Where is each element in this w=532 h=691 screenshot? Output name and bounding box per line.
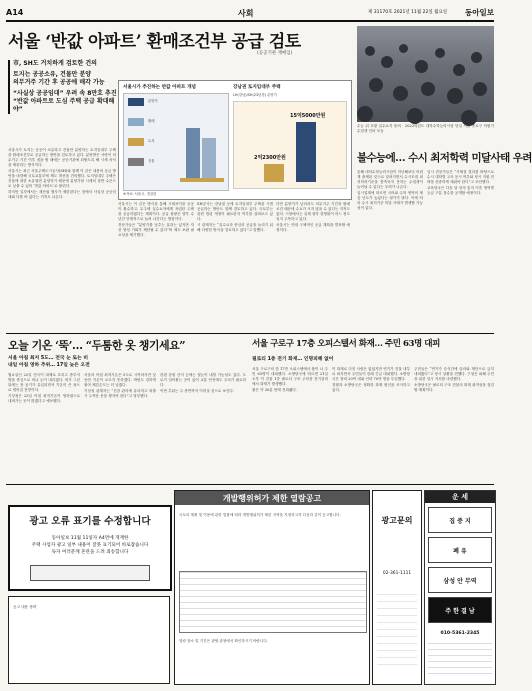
story1-body-col2: 서울시는 이 같은 방식을 통해 시세차익을 공공이 환수하고, 무주택 실수요자에게 저렴한 주택을 공급하겠다는 계획이다. 공급 물량은 향후 수년간 단계적으로 늘려 나간다는 방침이다. 전문가들은 “분양가를 낮추는 효과는 있지만 자산 형성 기회가 제한될 수 있다”며 제도 보완 필요성을 제기했다. xyxy=(118,202,194,237)
correction-ad-body xyxy=(16,535,164,556)
chart-left-label-4: 건물 xyxy=(148,159,155,163)
story1-headline: 서울 ‘반값 아파트’ 환매조건부 공급 검토 xyxy=(8,32,301,52)
notice-ad-footer: 열람 장소 및 기간은 관할 관청에서 확인하시기 바랍니다. xyxy=(179,638,268,643)
deck-line-3: “사실상 공공임대” 우려 속 8만호 추진 “반값 아파트로 도심 주택 공급 확대해야” xyxy=(13,90,117,113)
notice-ad xyxy=(174,490,370,685)
story1-body-col3: SH공사는 강남권 등에 토지임대부 주택을 시범 공급하는 방안도 함께 검토하고 있다. 국토부는 관련 법령 개정이 필요한지 여부를 살펴보고 있다. 시 관계자는 “실수요자 중심의 공급을 늘리기 위해 다양한 방식을 검토하고 있다”고 말했다. xyxy=(197,202,273,232)
chart-left-label-1: 분양가 xyxy=(148,99,158,103)
story2-body-col1: 올해 대학수학능력시험이 지난해보다 어렵게 출제된 것으로 알려지면서 수시모집 최저학력기준을 충족하지 못하는 수험생이 늘어날 수 있다는 우려가 나온다. 입시업계에 따르면 국어와 수학 영역의 체감 난도가 높았다는 평가가 많다. 이에 따라 수시 최저기준 미달 사태가 발생할 가능성이 있다. xyxy=(357,170,423,210)
classified-item-4: 주 한 결 남 xyxy=(428,597,492,623)
story4-headline: 서울 구로구 17층 오피스텔서 화재… 주민 63명 대피 xyxy=(252,339,440,349)
correction-line-1: 동아일보 11월 11일자 A4면에 게재한 xyxy=(51,536,129,541)
story2-body-col2: 입시 전문가들은 “가채점 결과를 바탕으로 수시 대학별 고사 응시 여부와 정시 지원 전략을 신중하게 세워야 한다”고 조언했다. 교육당국은 다음 달 성적 통지 이후 영역별 등급 구분 점수를 공개할 예정이다. xyxy=(427,170,495,195)
chart-swatch-4 xyxy=(128,158,144,166)
photo-caption: 수능 뒤 호황 실수요자 몰려 · 2022학년도 대학수학능력시험 당일 서울 종로구 학원가 수험생 인파 모습 xyxy=(357,124,494,133)
story4-deck: 필로티 1층 전기 화재… 인명피해 없어 xyxy=(252,357,334,362)
chart-swatch-2 xyxy=(128,118,144,126)
story3-body-col3: 한편 강원 산지 등에는 첫눈이 내릴 가능성도 있다. 도로가 얼어붙는 곳이 있어 교통 안전에도 주의가 필요하다. 이번 추위는 주 중반까지 이어질 것으로 보인다. xyxy=(160,373,246,393)
small-ad-block xyxy=(8,596,170,684)
story1-deck xyxy=(8,60,119,114)
ad-inquiry-title: 광고문의 xyxy=(381,515,413,525)
story4-body-col2: 이 화재로 다친 사람은 없었지만 연기가 건물 내부로 퍼지면서 주민들이 한때 긴급 대피했다. 소방당국은 장비 20여 대와 인력 70여 명을 투입했다. 경찰과 소방당국은 정확한 화재 원인을 조사하고 있다. xyxy=(332,367,410,392)
classified-item-3: 삼성 안 무역 xyxy=(428,567,492,593)
chart-swatch-1 xyxy=(128,98,144,106)
small-ad-text: 공고 내용 생략 xyxy=(13,604,37,609)
deck-line-2: 토지는 공공소유, 건물만 분양 의무거주 기간 후 공공에 매각 가능 xyxy=(13,71,105,86)
ad-divider xyxy=(6,484,494,485)
story1-body-col4: 다만 분양가가 낮더라도 의무거주 기간과 환매 조건 때문에 수요가 크지 않을 수 있다는 지적도 있다. 시장에서는 실제 청약 경쟁률이 어느 정도일지 주목하고 있다. 서울시는 연내 구체적인 공급 계획을 발표할 예정이다. xyxy=(276,202,350,232)
story1-infographic xyxy=(118,80,352,200)
chart-swatch-3 xyxy=(128,138,144,146)
chart-right-title: 강남권 토지임대부 주택 xyxy=(233,85,281,90)
ad-inquiry xyxy=(372,490,422,685)
classified-lines xyxy=(428,641,492,679)
correction-ad-title: 광고 오류 표기를 수정합니다 xyxy=(29,516,151,527)
chart-source: ※자료: 서울시, 경실련 xyxy=(123,192,157,197)
story3-headline: 오늘 기온 ‘뚝’… “두툼한 옷 챙기세요” xyxy=(8,339,186,352)
story1-body-col1: 서울시가 토지는 공공이 소유하고 건물만 분양하는 토지임대부 주택을 환매조건부로 공급하는 방안을 검토하고 있다. 분양받은 사람이 의무거주 기간 이후 집을 팔 때에는 공공기관에 되팔도록 해 시세 차익을 제한하는 방식이다. 서울시는 최근 서울주택도시공사(SH)와 함께 이 같은 내용의 공급 방안을 마련해 국토교통부에 제도 개선을 건의했다. 토지임대부 주택은 건물에 대한 소유권만 분양하기 때문에 분양가를 시세의 절반 수준으로 낮출 수 있어 ‘반값 아파트’로 불린다. 하지만 일각에서는 재산권 행사가 제한된다는 점에서 사실상 공공임대와 다를 바 없다는 지적도 나온다. xyxy=(8,148,116,199)
story1-byline: (공공기관 재매입) xyxy=(257,51,293,56)
story3-body-col1: 월요일인 22일 전국이 대체로 흐리고 중부지방을 중심으로 비나 눈이 내리겠다. 비가 그친 뒤에는 찬 공기가 유입되면서 기온이 큰 폭으로 떨어질 전망이다. 기상청은 23일 아침 최저기온이 영하권으로 내려가는 곳이 많겠다고 예보했다. xyxy=(8,373,80,403)
header-rule xyxy=(6,20,494,22)
chart-right-sub: LH(강남)/SH(23년경) 분양가 xyxy=(233,93,277,97)
chart-right-panel xyxy=(233,101,347,189)
chart-left-panel xyxy=(123,93,229,191)
story2-headline: 불수능에… 수시 최저학력 미달사태 우려 xyxy=(357,152,532,164)
section-divider xyxy=(6,333,494,334)
section-label: 사회 xyxy=(238,9,254,18)
classified-title: 운 세 xyxy=(452,492,468,501)
correction-line-3: 독자 여러분께 혼란을 드려 죄송합니다 xyxy=(51,550,129,555)
story4-body-col3: 주민들은 “연기가 순식간에 올라와 계단으로 급히 내려왔다”고 당시 상황을 전했다. 구청은 피해 주민을 위한 임시 거처를 마련했다. 소방당국은 필로티 구조 건물의 화재 취약성을 점검할 계획이다. xyxy=(414,367,494,392)
brand-logo: 동아일보 xyxy=(465,8,494,17)
notice-ad-text: 국토의 계획 및 이용에 관한 법률에 따라 개발행위허가 제한 지역을 지정하고자 다음과 같이 공고합니다. xyxy=(179,512,341,517)
chart-value-small: 2억2300만원 xyxy=(254,155,286,161)
chart-value-big: 15억5000만원 xyxy=(290,113,326,119)
correction-line-2: 주택 사업자 광고 일부 내용이 잘못 표기되어 바로잡습니다 xyxy=(31,543,149,548)
page-header xyxy=(6,6,494,20)
story4-body-col1: 서울 구로구의 한 17층 오피스텔에서 불이 나 주민 63명이 대피했다. 소방당국에 따르면 21일 오후 이 건물 1층 필로티 구조 주차장 전기설비에서 화재가 발생했다. 불은 약 30분 만에 진화됐다. xyxy=(252,367,328,392)
news-photo xyxy=(357,26,494,122)
bar-market-price xyxy=(296,122,316,182)
story3-body-col2: 서울의 아침 최저기온은 5도로 시작하지만 낮 동안 기온이 오르지 못하겠다. 바람도 강하게 불어 체감온도는 더 낮겠다. 기상청 관계자는 “건강 관리에 유의하고 외출 시 두꺼운 옷을 챙겨야 한다”고 당부했다. xyxy=(84,373,156,398)
chart-left-label-2: 환매 xyxy=(148,119,155,123)
classified-item-2: 폐 유 xyxy=(428,537,492,563)
edition-date: 제 31170호 2021년 11월 22일 월요일 xyxy=(368,10,448,15)
ad-inquiry-phone: 02-361-1111 xyxy=(382,571,412,576)
classified-column xyxy=(424,490,496,685)
correction-ad-box xyxy=(30,565,150,581)
story3-deck: 서울 아침 최저 5도… 전국 눈 또는 비 내일 아침 영하 추위… 17일 늦은 오전 xyxy=(8,356,90,368)
notice-ad-table xyxy=(179,571,367,633)
building-icon xyxy=(180,122,224,182)
classified-phone: 010-5361-2345 xyxy=(440,631,480,636)
bar-land-lease-price xyxy=(264,164,284,182)
correction-ad xyxy=(8,505,172,591)
chart-left-label-3: 토지 xyxy=(148,139,155,143)
chart-left-title: 서울시가 추진하는 반값 아파트 개념 xyxy=(123,85,196,90)
notice-ad-title: 개발행위허가 제한 열람공고 xyxy=(222,493,322,503)
page-number: A14 xyxy=(6,8,24,17)
deck-line-1: 市, SH도 거치하게 검토한 건의 xyxy=(13,60,97,67)
ad-inquiry-lines xyxy=(377,591,417,671)
classified-item-1: 집 증 지 xyxy=(428,507,492,533)
